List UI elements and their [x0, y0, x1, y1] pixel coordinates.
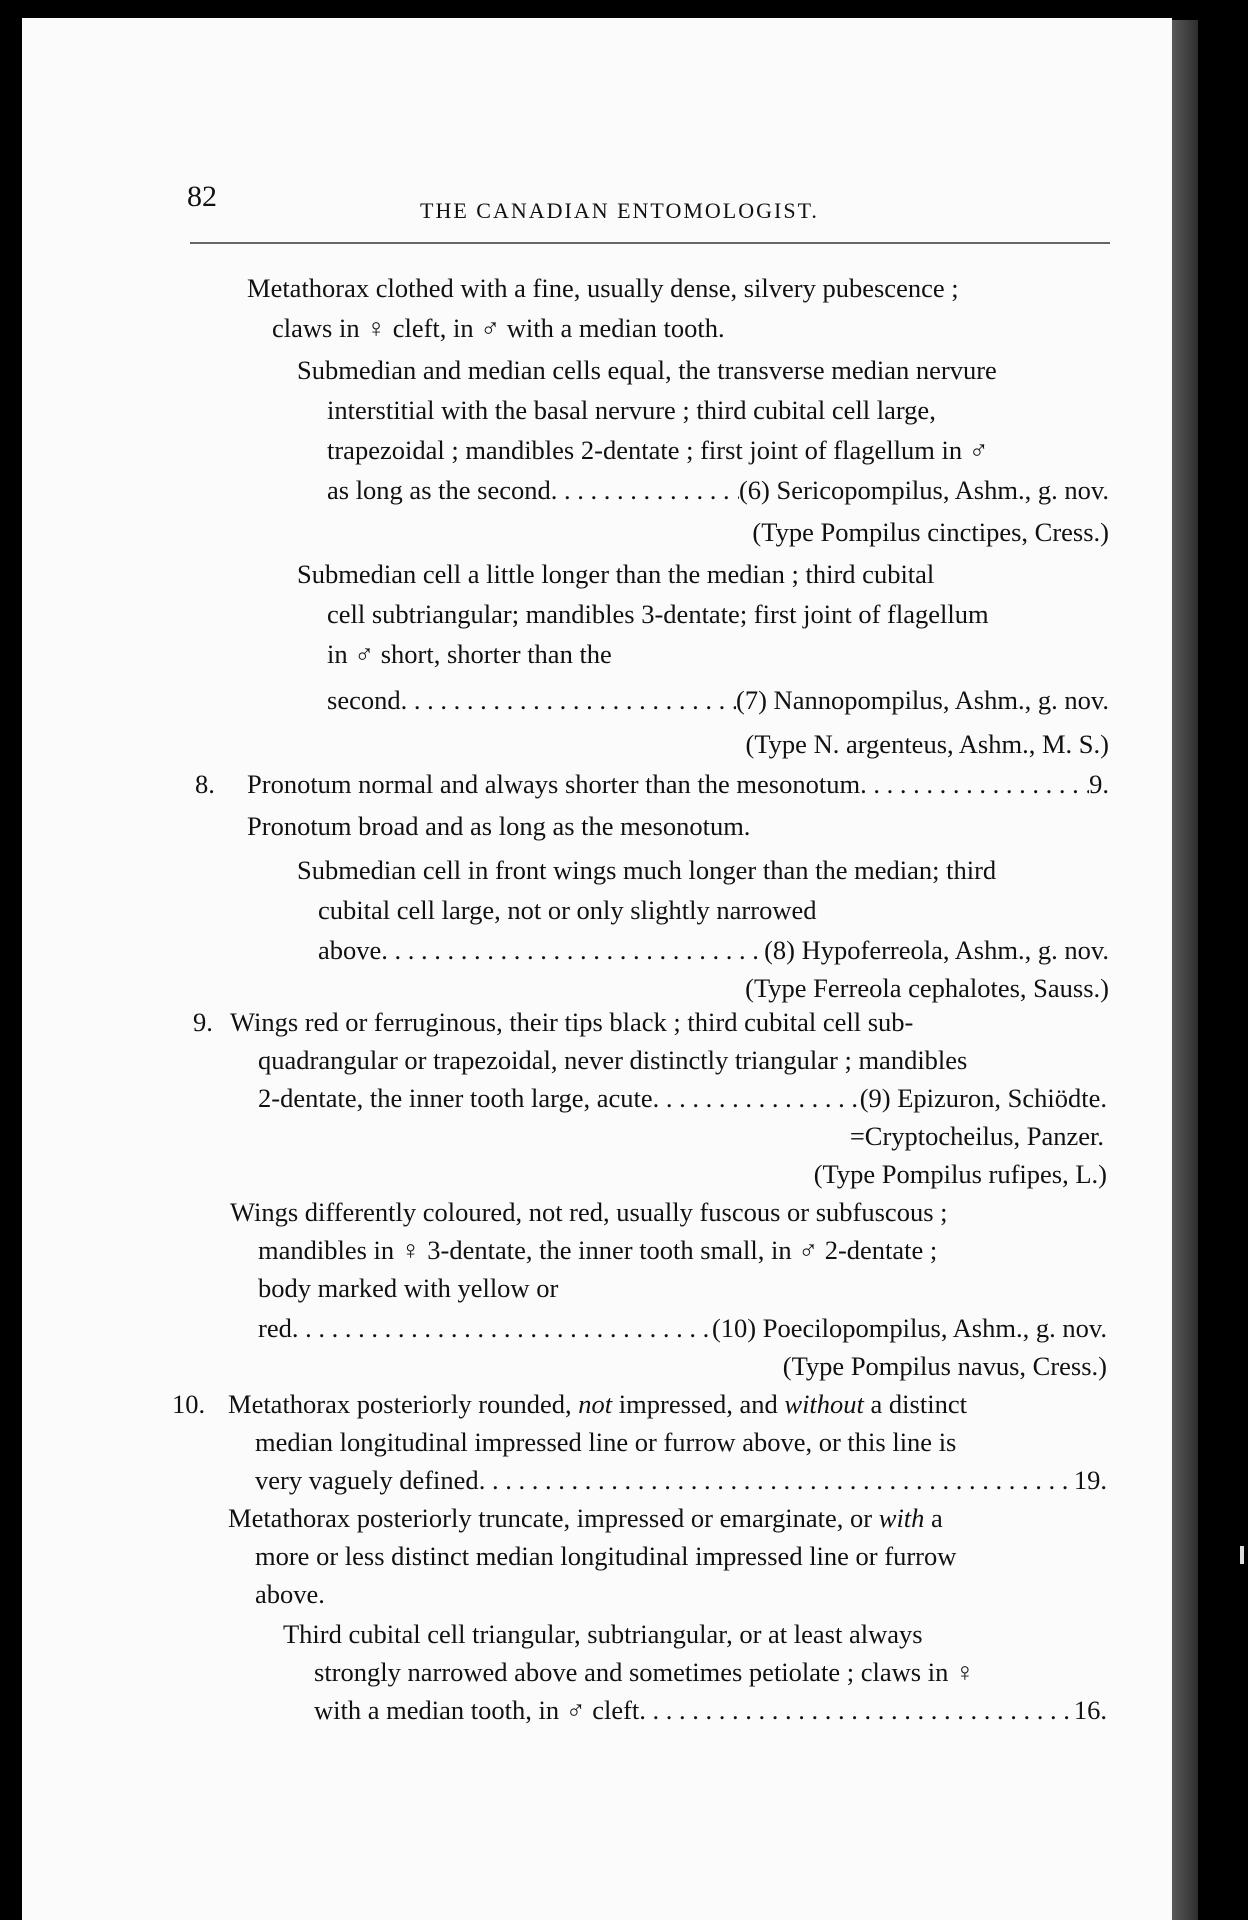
couplet-ref: 19.: [1073, 1465, 1107, 1495]
text-span: a distinct: [863, 1389, 967, 1419]
text-span: a: [924, 1503, 943, 1533]
couplet-number: 10.: [172, 1389, 206, 1419]
text-line: median longitudinal impressed line or furrow above, or this line is: [255, 1427, 957, 1457]
genus-name: (8) Hypoferreola, Ashm., g. nov.: [764, 935, 1109, 965]
text-line: mandibles in ♀ 3-dentate, the inner tooth small, in ♂ 2-dentate ;: [258, 1235, 938, 1265]
italic-word: without: [784, 1389, 864, 1419]
dot-leader: [551, 472, 739, 508]
entry-text: Pronotum normal and always shorter than the mesonotum: [247, 769, 861, 799]
couplet-ref: 16.: [1073, 1695, 1107, 1725]
italic-word: not: [578, 1389, 613, 1419]
text-line: Wings red or ferruginous, their tips black ; third cubital cell sub-: [230, 1007, 914, 1037]
genus-name: (9) Epizuron, Schiödte.: [859, 1083, 1107, 1113]
dotted-entry: [327, 472, 1109, 508]
entry-text: 2-dentate, the inner tooth large, acute: [258, 1083, 653, 1113]
text-line: Metathorax clothed with a fine, usually dense, silvery pubescence ;: [247, 273, 959, 303]
dot-leader: [381, 932, 764, 968]
couplet-number: 9.: [193, 1007, 213, 1037]
text-line: Wings differently coloured, not red, usually fuscous or subfuscous ;: [230, 1197, 948, 1227]
text-span: Metathorax posteriorly truncate, impressed or emarginate, or: [228, 1503, 879, 1533]
entry-text: with a median tooth, in ♂ cleft: [314, 1695, 640, 1725]
genus-name: (6) Sericopompilus, Ashm., g. nov.: [738, 475, 1109, 505]
entry-text: as long as the second: [327, 475, 551, 505]
entry-text: second: [327, 685, 401, 715]
entry-text: very vaguely defined: [255, 1465, 479, 1495]
dot-leader: [639, 1692, 1074, 1728]
text-line: quadrangular or trapezoidal, never distinctly triangular ; mandibles: [258, 1045, 968, 1075]
book-spine: [1172, 20, 1198, 1920]
dot-leader: [479, 1462, 1074, 1498]
genus-name: (10) Poecilopompilus, Ashm., g. nov.: [711, 1313, 1107, 1343]
couplet-ref: 9.: [1089, 769, 1109, 799]
type-note: (Type Pompilus navus, Cress.): [782, 1351, 1107, 1381]
text-line: above.: [255, 1579, 325, 1609]
dot-leader: [860, 766, 1089, 802]
text-line: interstitial with the basal nervure ; third cubital cell large,: [327, 395, 936, 425]
text-line: Submedian cell in front wings much longer than the median; third: [297, 855, 997, 885]
text-line: trapezoidal ; mandibles 2-dentate ; first joint of flagellum in ♂: [327, 435, 989, 465]
text-line: cell subtriangular; mandibles 3-dentate; first joint of flagellum: [327, 599, 989, 629]
italic-word: with: [878, 1503, 925, 1533]
type-note: (Type N. argenteus, Ashm., M. S.): [745, 729, 1109, 759]
running-head: THE CANADIAN ENTOMOLOGIST.: [420, 198, 819, 223]
text-line: cubital cell large, not or only slightly narrowed: [318, 895, 817, 925]
dotted-entry: [258, 1080, 1107, 1116]
dotted-entry: [327, 682, 1109, 718]
edge-mark: [1240, 1546, 1244, 1564]
type-note: (Type Ferreola cephalotes, Sauss.): [745, 973, 1109, 1003]
text-line: more or less distinct median longitudinal impressed line or furrow: [255, 1541, 957, 1571]
page-number: 82: [187, 180, 217, 213]
header-rule: [190, 242, 1110, 244]
text-span: Metathorax posteriorly rounded,: [228, 1389, 579, 1419]
type-note: (Type Pompilus cinctipes, Cress.): [752, 517, 1109, 547]
type-note: (Type Pompilus rufipes, L.): [813, 1159, 1107, 1189]
text-line: Submedian cell a little longer than the median ; third cubital: [297, 559, 935, 589]
text-span: impressed, and: [612, 1389, 785, 1419]
synonym-note: =Cryptocheilus, Panzer.: [849, 1121, 1104, 1151]
dot-leader: [292, 1310, 712, 1346]
text-line: Third cubital cell triangular, subtriangular, or at least always: [283, 1619, 923, 1649]
dotted-entry: [255, 1462, 1107, 1498]
dotted-entry: [314, 1692, 1107, 1728]
text-line: Pronotum broad and as long as the mesonotum.: [247, 811, 751, 841]
dotted-entry: [258, 1310, 1107, 1346]
dotted-entry: [247, 766, 1109, 802]
genus-name: (7) Nannopompilus, Ashm., g. nov.: [736, 685, 1109, 715]
entry-text: red: [258, 1313, 292, 1343]
dotted-entry: [318, 932, 1109, 968]
dot-leader: [401, 682, 736, 718]
text-line: claws in ♀ cleft, in ♂ with a median tooth.: [272, 313, 725, 343]
text-line: body marked with yellow or: [258, 1273, 559, 1303]
text-line: [228, 1500, 943, 1536]
text-line: strongly narrowed above and sometimes petiolate ; claws in ♀: [314, 1657, 975, 1687]
entry-text: above: [318, 935, 382, 965]
text-line: Submedian and median cells equal, the transverse median nervure: [297, 355, 997, 385]
text-line: in ♂ short, shorter than the: [327, 639, 612, 669]
dot-leader: [653, 1080, 860, 1116]
couplet-number: 8.: [195, 769, 215, 799]
text-line: [228, 1386, 967, 1422]
